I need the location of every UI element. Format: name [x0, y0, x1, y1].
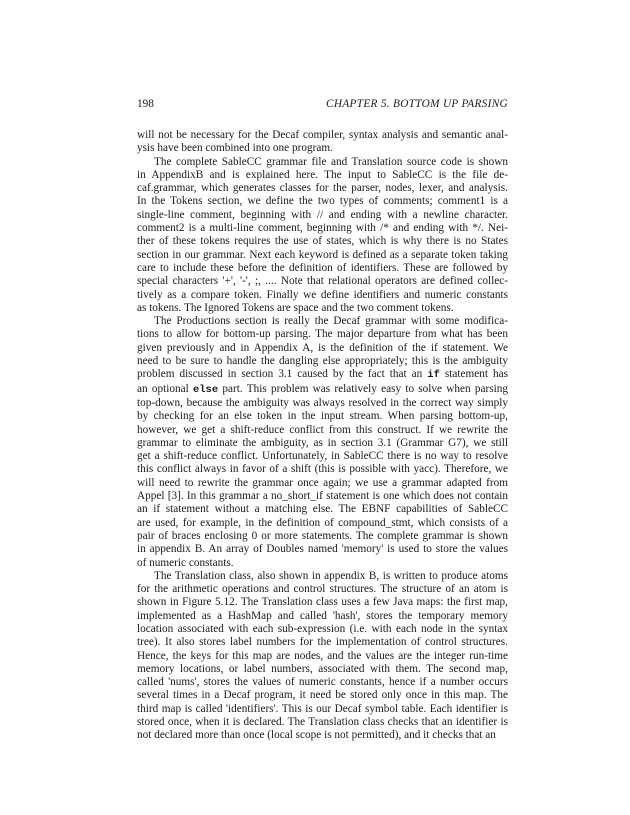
text-line: however, we get a shift-reduce conflict from this construct. If we rewrite the	[137, 423, 508, 436]
text-line: tions to allow for bottom-up parsing. The major departure from what has been	[137, 328, 508, 341]
text-line: ther of these tokens requires the use of states, which is why there is no States	[137, 235, 508, 248]
paragraph	[137, 570, 508, 743]
text-line: In the Tokens section, we define the two types of comments; comment1 is a	[137, 195, 508, 208]
text-line: location associated with each sub-expression (i.e. with each node in the syntax	[137, 622, 508, 635]
page-header	[137, 97, 508, 111]
text-line: The Translation class, also shown in appendix B, is written to produce atoms	[154, 569, 508, 582]
text-line: single-line comment, beginning with // and ending with a newline character.	[137, 208, 508, 221]
inline-code: else	[192, 383, 219, 396]
text-line: tree). It also stores label numbers for the implementation of control structures.	[137, 636, 508, 649]
text-line: tively as a compare token. Finally we define identifiers and numeric constants	[137, 288, 508, 301]
text-line: get a shift-reduce conflict. Unfortunately, in SableCC there is no way to resolve	[137, 450, 508, 463]
body-text	[137, 129, 508, 743]
inline-code: if	[427, 369, 440, 382]
text-line: implemented as a HashMap and called 'hash', stores the temporary memory	[137, 609, 508, 622]
running-title: CHAPTER 5. BOTTOM UP PARSING	[326, 98, 508, 110]
text-line: caf.grammar, which generates classes for the parser, nodes, lexer, and analysis.	[137, 182, 508, 195]
text-line: pair of braces enclosing 0 or more statements. The complete grammar is shown	[137, 529, 508, 542]
text-line: Hence, the keys for this map are nodes, and the values are the integer run-time	[137, 649, 508, 662]
text-line: grammar to eliminate the ambiguity, as in section 3.1 (Grammar G7), we still	[137, 436, 508, 449]
paragraph	[137, 315, 508, 570]
text-line: given previously and in Appendix A, is the definition of the if statement. We	[137, 341, 508, 354]
text-line: an optional else part. This problem was relatively easy to solve when parsing	[137, 382, 508, 396]
text-line: as tokens. The Ignored Tokens are space and the two comment tokens.	[137, 301, 454, 314]
text-line: by checking for an else token in the input stream. When parsing bottom-up,	[137, 410, 508, 423]
text-line: The complete SableCC grammar file and Translation source code is shown	[154, 155, 508, 168]
text-line: memory locations, or label numbers, associated with them. The second map,	[137, 662, 508, 675]
text-line: top-down, because the ambiguity was always resolved in the correct way simply	[137, 396, 508, 409]
text-line: special characters '+', '-', ;, .... Note that relational operators are defined collec-	[137, 275, 508, 288]
text-line: ysis have been combined into one program.	[137, 142, 333, 155]
text-line: problem discussed in section 3.1 caused by the fact that an if statement has	[137, 368, 508, 382]
text-line: shown in Figure 5.12. The Translation class uses a few Java maps: the first map,	[137, 596, 508, 609]
text-line: care to include these before the definition of identifiers. These are followed by	[137, 261, 508, 274]
text-line: an if statement without a matching else. The EBNF capabilities of SableCC	[137, 503, 508, 516]
text-line: called 'nums', stores the values of numeric constants, hence if a number occurs	[137, 676, 508, 689]
text-line: will not be necessary for the Decaf compiler, syntax analysis and semantic anal-	[137, 129, 508, 141]
text-line: are used, for example, in the definition of compound_stmt, which consists of a	[137, 516, 508, 529]
text-line: section in our grammar. Next each keyword is defined as a separate token taking	[137, 248, 508, 261]
text-line: in AppendixB and is explained here. The input to SableCC is the file de-	[137, 168, 508, 181]
paragraph	[137, 129, 508, 156]
text-line: comment2 is a multi-line comment, beginning with /* and ending with */. Nei-	[137, 222, 508, 235]
text-line: not declared more than once (local scope is not permitted), and it checks that an	[137, 729, 496, 742]
text-line: third map is called 'identifiers'. This is our Decaf symbol table. Each identifier is	[137, 702, 508, 715]
text-line: stored once, when it is declared. The Translation class checks that an identifier is	[137, 716, 508, 729]
text-line: for the arithmetic operations and control structures. The structure of an atom is	[137, 583, 508, 596]
text-line: several times in a Decaf program, it need be stored only once in this map. The	[137, 689, 508, 702]
text-line: will need to rewrite the grammar once again; we use a grammar adapted from	[137, 476, 508, 489]
page-number: 198	[137, 98, 154, 110]
text-line: in appendix B. An array of Doubles named 'memory' is used to store the values	[137, 543, 508, 556]
text-line: Appel [3]. In this grammar a no_short_if statement is one which does not contain	[137, 490, 508, 503]
text-line: The Productions section is really the Decaf grammar with some modifica-	[154, 315, 508, 328]
paragraph	[137, 156, 508, 316]
text-line: this conflict always in favor of a shift (this is possible with yacc). Therefore, we	[137, 463, 508, 476]
text-line: need to be sure to handle the dangling else appropriately; this is the ambiguity	[137, 355, 508, 368]
text-line: of numeric constants.	[137, 556, 234, 569]
